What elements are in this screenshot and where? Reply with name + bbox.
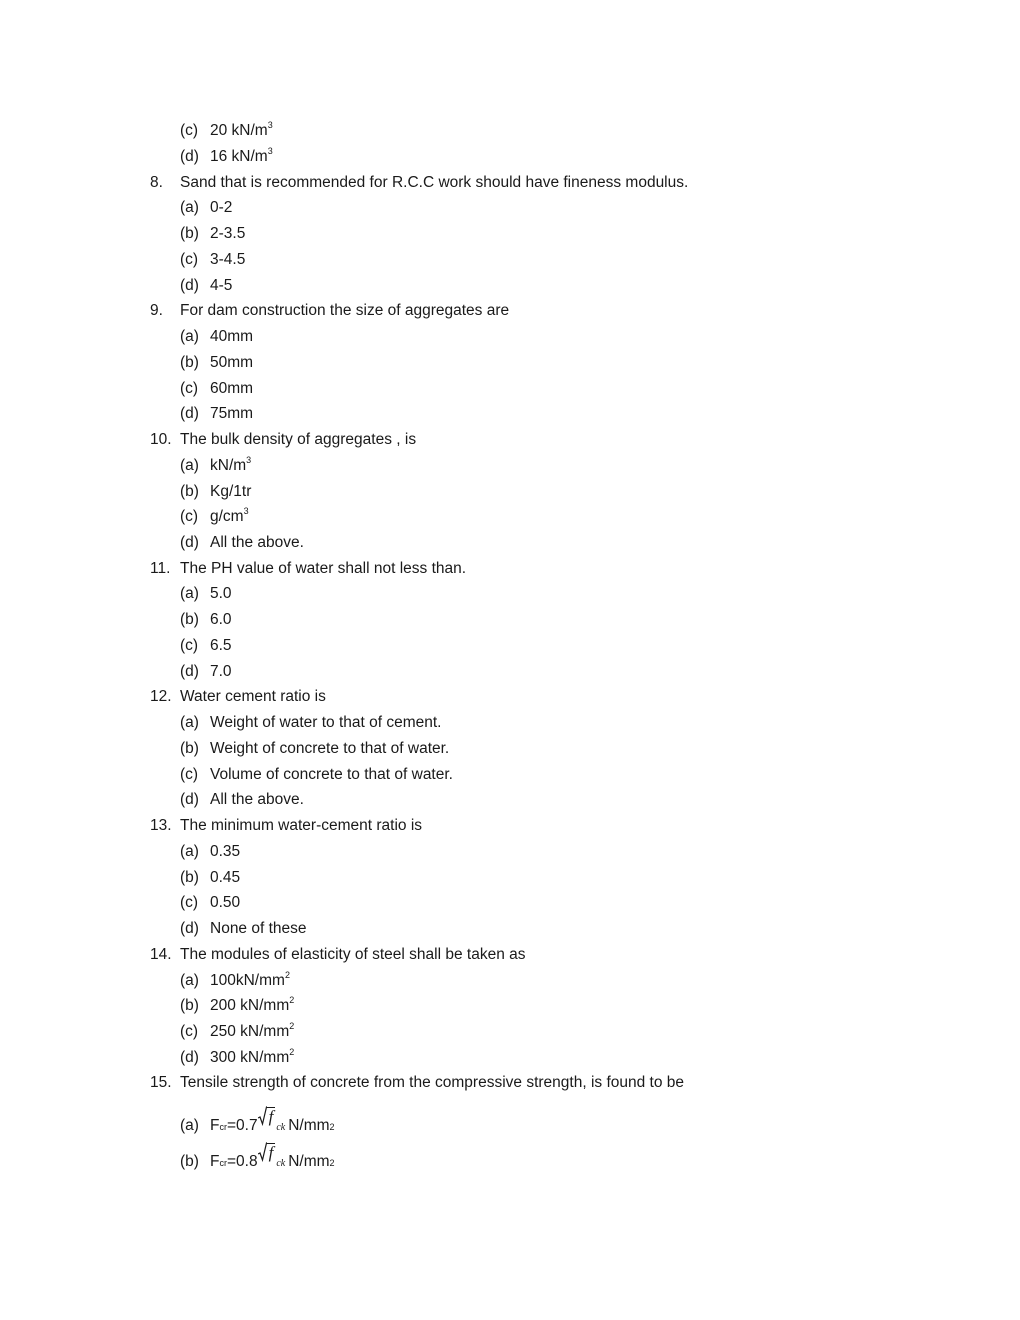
formula: F cr =0.8 f ck N/mm 2 (210, 1144, 335, 1175)
question-line (150, 815, 422, 837)
option-superscript: 3 (243, 506, 249, 516)
option-superscript: 2 (289, 995, 295, 1005)
option-line (180, 583, 232, 605)
option-line (180, 481, 251, 503)
radical-sign-icon (258, 1142, 267, 1162)
option-line (180, 1107, 335, 1134)
formula-unit: N/mm (288, 1153, 330, 1170)
option-line (180, 712, 441, 734)
option-text: 300 kN/mm (210, 1049, 290, 1066)
option-superscript: 2 (289, 1021, 295, 1031)
option-line (180, 635, 232, 657)
option-line (180, 326, 253, 348)
question-text: The modules of elasticity of steel shall be taken as (180, 946, 526, 963)
option-text: kN/m (210, 457, 247, 474)
formula: F cr =0.7 f ck N/mm 2 (210, 1108, 335, 1139)
option-label: (a) (180, 714, 199, 731)
option-line (180, 532, 304, 554)
option-line (180, 506, 249, 528)
option-line (180, 738, 449, 760)
option-line (180, 378, 253, 400)
question-number: 11. (150, 560, 171, 577)
option-text: All the above. (210, 534, 304, 551)
option-text: 75mm (210, 405, 254, 422)
option-label: (d) (180, 148, 199, 165)
question-number: 9. (150, 302, 163, 319)
option-label: (c) (180, 1023, 199, 1040)
question-text: The minimum water-cement ratio is (180, 817, 423, 834)
question-text: Tensile strength of concrete from the compressive strength, is found to be (180, 1074, 685, 1091)
square-root (258, 1104, 276, 1126)
option-text: 4-5 (210, 277, 233, 294)
option-text: 100kN/mm (210, 972, 285, 989)
option-label: (b) (180, 1153, 199, 1170)
option-text: Kg/1tr (210, 483, 252, 500)
radicand: f (268, 1107, 274, 1126)
question-line (150, 172, 688, 194)
option-line (180, 1143, 335, 1170)
radicand: f (268, 1143, 274, 1162)
option-label: (b) (180, 611, 199, 628)
question-number: 12. (150, 688, 172, 705)
question-number: 10. (150, 431, 172, 448)
option-label: (d) (180, 534, 199, 551)
question-text: Sand that is recommended for R.C.C work should have fineness modulus. (180, 174, 689, 191)
formula-symbol: F (210, 1153, 220, 1170)
option-text: None of these (210, 920, 307, 937)
option-text: Weight of concrete to that of water. (210, 740, 450, 757)
option-text: 40mm (210, 328, 254, 345)
radical-sign-icon (258, 1106, 267, 1126)
option-superscript: 3 (267, 146, 273, 156)
option-text: 5.0 (210, 585, 232, 602)
option-line (180, 275, 232, 297)
question-line (150, 429, 416, 451)
option-line (180, 892, 240, 914)
option-line (180, 455, 251, 477)
option-text: 2-3.5 (210, 225, 246, 242)
question-text: The PH value of water shall not less than. (180, 560, 467, 577)
option-label: (b) (180, 483, 199, 500)
option-label: (c) (180, 637, 199, 654)
option-label: (c) (180, 894, 199, 911)
option-line (180, 403, 253, 425)
option-line (180, 764, 453, 786)
option-label: (c) (180, 380, 199, 397)
option-text: Weight of water to that of cement. (210, 714, 442, 731)
option-line (180, 841, 240, 863)
option-line (180, 249, 245, 271)
option-line (180, 120, 273, 142)
option-label: (c) (180, 766, 199, 783)
option-label: (b) (180, 997, 199, 1014)
option-text: 6.0 (210, 611, 232, 628)
option-text: 16 kN/m (210, 148, 268, 165)
formula-coefficient: =0.8 (226, 1153, 258, 1170)
option-line (180, 995, 294, 1017)
option-line (180, 661, 232, 683)
option-text: 50mm (210, 354, 254, 371)
option-line (180, 1047, 294, 1069)
option-label: (d) (180, 663, 199, 680)
option-label: (a) (180, 585, 199, 602)
option-text: Volume of concrete to that of water. (210, 766, 453, 783)
option-line (180, 970, 290, 992)
option-text: 250 kN/mm (210, 1023, 290, 1040)
option-text: 7.0 (210, 663, 232, 680)
option-text: 200 kN/mm (210, 997, 290, 1014)
question-number: 13. (150, 817, 172, 834)
option-label: (d) (180, 277, 199, 294)
option-text: g/cm (210, 508, 244, 525)
option-label: (b) (180, 740, 199, 757)
option-label: (b) (180, 869, 199, 886)
question-line (150, 944, 526, 966)
option-superscript: 3 (267, 120, 273, 130)
option-text: 6.5 (210, 637, 232, 654)
option-line (180, 867, 240, 889)
option-label: (c) (180, 122, 199, 139)
option-superscript: 2 (289, 1047, 295, 1057)
option-line (180, 197, 232, 219)
option-text: All the above. (210, 791, 304, 808)
option-superscript: 2 (284, 970, 290, 980)
question-line (150, 558, 466, 580)
option-text: 3-4.5 (210, 251, 246, 268)
option-text: 60mm (210, 380, 254, 397)
option-label: (c) (180, 508, 199, 525)
formula-coefficient: =0.7 (226, 1117, 258, 1134)
option-label: (d) (180, 405, 199, 422)
option-label: (b) (180, 225, 199, 242)
question-line (150, 1072, 684, 1094)
question-line (150, 300, 509, 322)
question-number: 8. (150, 174, 163, 191)
option-label: (a) (180, 843, 199, 860)
square-root (258, 1140, 276, 1162)
option-line (180, 1021, 294, 1043)
radicand-subscript: ck (276, 1122, 286, 1133)
option-label: (d) (180, 791, 199, 808)
option-text: 0-2 (210, 199, 233, 216)
option-label: (b) (180, 354, 199, 371)
option-label: (c) (180, 251, 199, 268)
question-number: 15. (150, 1074, 172, 1091)
question-text: The bulk density of aggregates , is (180, 431, 417, 448)
option-line (180, 609, 232, 631)
option-text: 0.45 (210, 869, 241, 886)
option-line (180, 352, 253, 374)
question-line (150, 686, 326, 708)
option-label: (d) (180, 1049, 199, 1066)
question-number: 14. (150, 946, 172, 963)
question-text: For dam construction the size of aggregates are (180, 302, 510, 319)
option-line (180, 223, 245, 245)
option-label: (d) (180, 920, 199, 937)
option-label: (a) (180, 972, 199, 989)
option-line (180, 789, 304, 811)
option-text: 0.50 (210, 894, 241, 911)
option-line (180, 918, 307, 940)
option-label: (a) (180, 199, 199, 216)
formula-unit: N/mm (288, 1117, 330, 1134)
option-label: (a) (180, 1117, 199, 1134)
option-text: 20 kN/m (210, 122, 268, 139)
radicand-subscript: ck (276, 1158, 286, 1169)
question-text: Water cement ratio is (180, 688, 326, 705)
option-superscript: 3 (246, 455, 252, 465)
option-label: (a) (180, 328, 199, 345)
option-line (180, 146, 273, 168)
option-label: (a) (180, 457, 199, 474)
formula-symbol: F (210, 1117, 220, 1134)
option-text: 0.35 (210, 843, 241, 860)
